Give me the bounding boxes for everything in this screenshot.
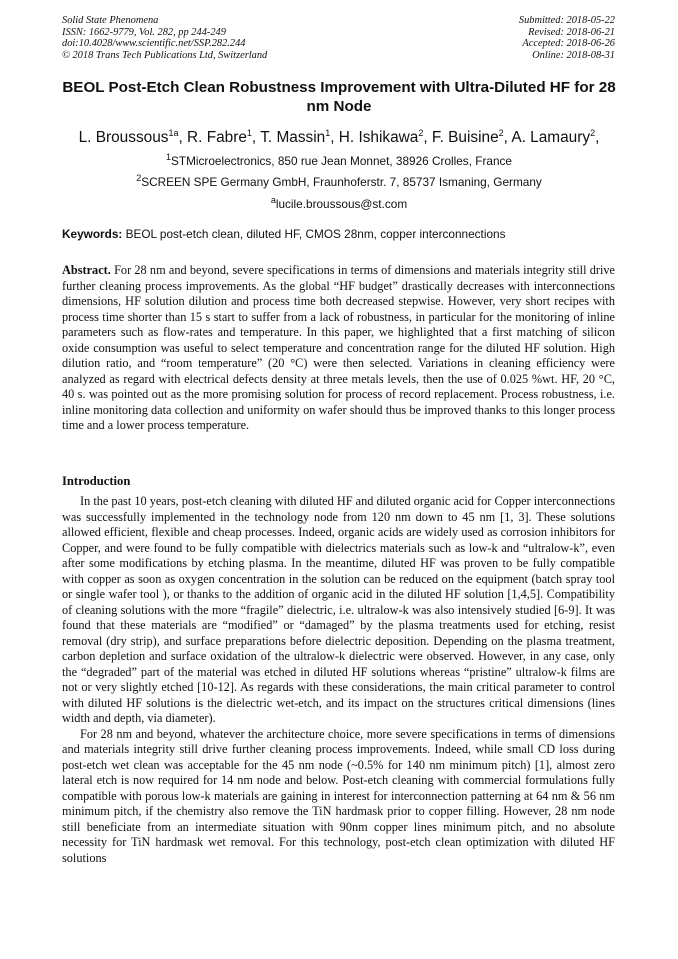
author-affiliation-mark: 1a <box>168 128 179 138</box>
journal-doi: doi:10.4028/www.scientific.net/SSP.282.244 <box>62 38 246 50</box>
date-submitted: Submitted: 2018-05-22 <box>518 15 615 26</box>
journal-name: Solid State Phenomena <box>62 15 159 26</box>
author-affiliation-mark: 1 <box>246 128 252 138</box>
author-name: L. Broussous <box>78 129 169 147</box>
abstract-label: Abstract. <box>62 263 111 277</box>
author-affiliation-mark: 2 <box>590 128 596 138</box>
journal-copyright: © 2018 Trans Tech Publications Ltd, Switzerland <box>62 49 268 61</box>
submission-dates <box>519 15 615 61</box>
journal-header <box>62 15 615 61</box>
journal-issn: ISSN: 1662-9779, Vol. 282, pp 244-249 <box>62 26 226 38</box>
affiliation-text: STMicroelectronics, 850 rue Jean Monnet, 38926 Crolles, France <box>171 153 512 168</box>
abstract-text: For 28 nm and beyond, severe specifications in terms of dimensions and materials integrity still drive further cleaning process improvements. As the global “HF budget” drastically decreases with interconnections dimensions, HF solution dilution and process time both decreased stepwise. However, very short recipes with process time shorter than 15 s start to suffer from a lack of robustness, in particular for the monitoring of inline parameters such as flow-rates and temperature. In this paper, we highlighted that a first matching of silicon oxide consumption was useful to select temperature and concentration range for the diluted HF solution. High dilution ratio, and “room temperature” (20 °C) were then selected. Variations in cleaning efficiency were analyzed as regard with electrical defects density at three metals levels, then the use of 0.025 %wt. HF, 20 °C, 40 s. was pointed out as the more promising solution for process of record replacement. Process robustness, i.e. inline monitoring data collection and uniformity on wafer should thus be improved thanks to this longer process time and a lower process temperature. <box>62 263 615 432</box>
affiliation-mark: 2 <box>136 173 142 183</box>
author-name: F. Buisine <box>431 129 499 147</box>
paragraph: In the past 10 years, post-etch cleaning with diluted HF and diluted organic acid for Copper interconnections was successfully implemented in the technology node from 120 nm down to 45 nm [1, 3]. These solutions allowed efficient, flexible and cheap processes. Indeed, organic acids are widely used as corrosion inhibitors for Copper, and were found to be fully compatible with dielectrics materials such as low-k and “ultralow-k”, even after some modifications by etching plasma. In the meantime, diluted HF was proven to be fully compatible with copper as soon as oxygen concentration in the solution can be reduced on the equipment (batch spray tool or single wafer tool ), or thanks to the addition of organic acid in the diluted HF solution [1,4,5]. Compatibility of cleaning solutions with the more “fragile” dielectric, i.e. ultralow-k was also intensively studied [6-9]. It was found that these materials are “modified” or “damaged” by the plasma treatments used for etching, resist removal (dry strip), and surface preparations before dielectric deposition. Depending on the plasma treatment, carbon depletion and surface oxidation of the ultralow-k dielectric were observed. However, in any case, only the “degraded” part of the material was etched in diluted HF solutions whereas “pristine” ultralow-k films are not or very slightly etched [10-12]. As regards with these considerations, the main critical parameter to control with diluted HF solutions is the dielectric wet-etch, and its impact on the structures critical dimensions (lines width and depth, via diameter). <box>62 494 615 725</box>
affiliation-2 <box>62 171 616 189</box>
keywords-label: Keywords: <box>62 227 123 241</box>
email-text: lucile.broussous@st.com <box>275 196 408 211</box>
author-affiliation-mark: 1 <box>325 128 331 138</box>
paper-title: BEOL Post-Etch Clean Robustness Improvement with Ultra-Diluted HF for 28 nm Node <box>62 79 616 115</box>
affiliation-text: SCREEN SPE Germany GmbH, Fraunhoferstr. 7, 85737 Ismaning, Germany <box>141 174 542 189</box>
keywords <box>62 227 616 241</box>
date-revised: Revised: 2018-06-21 <box>528 26 615 38</box>
author-affiliation-mark: 2 <box>498 128 504 138</box>
section-heading-introduction: Introduction <box>62 474 131 488</box>
affiliation-1 <box>62 150 616 168</box>
paragraph: For 28 nm and beyond, whatever the architecture choice, more severe specifications in terms of dimensions and materials integrity still drive further cleaning process improvements. Indeed, while small CD loss during post-etch wet clean was acceptable for the 45 nm node (~0.5% for 140 nm minimum pitch) [1], almost zero lateral etch is now required for 14 nm node and below. Post-etch cleaning with commercial formulations fully compatible with porous low-k materials are gaining in interest for interconnection patterning at 64 nm & 56 nm minimum pitch, if the chemistry also remove the TiN hardmask prior to copper filling. However, 28 nm node still beneficiate from an intermediate situation with 90nm copper lines minimum pitch, and no absolute necessity for TiN hardmask wet removal. For this technology, post-etch clean optimization with diluted HF solutions <box>62 726 615 865</box>
journal-info <box>62 15 267 61</box>
date-online: Online: 2018-08-31 <box>532 49 615 61</box>
author-name: R. Fabre <box>187 129 247 147</box>
abstract <box>62 263 615 434</box>
affiliation-mark: 1 <box>166 152 172 162</box>
author-name: T. Massin <box>260 129 326 147</box>
keywords-text: BEOL post-etch clean, diluted HF, CMOS 28nm, copper interconnections <box>125 227 506 241</box>
author-name: A. Lamaury <box>511 129 591 147</box>
author-name: H. Ishikawa <box>338 129 419 147</box>
introduction-body <box>62 494 615 866</box>
date-accepted: Accepted: 2018-06-26 <box>522 38 615 50</box>
corresponding-email <box>62 193 616 211</box>
author-list: L. Broussous$^{1a}$, R. Fabre$^1$, T. Massin$^1$, H. Ishikawa$^2$, F. Buisine$^2$, A. Lamaury$^2$, <box>78 128 600 147</box>
author-affiliation-mark: 2 <box>418 128 424 138</box>
affiliation-mark: a <box>270 195 276 205</box>
